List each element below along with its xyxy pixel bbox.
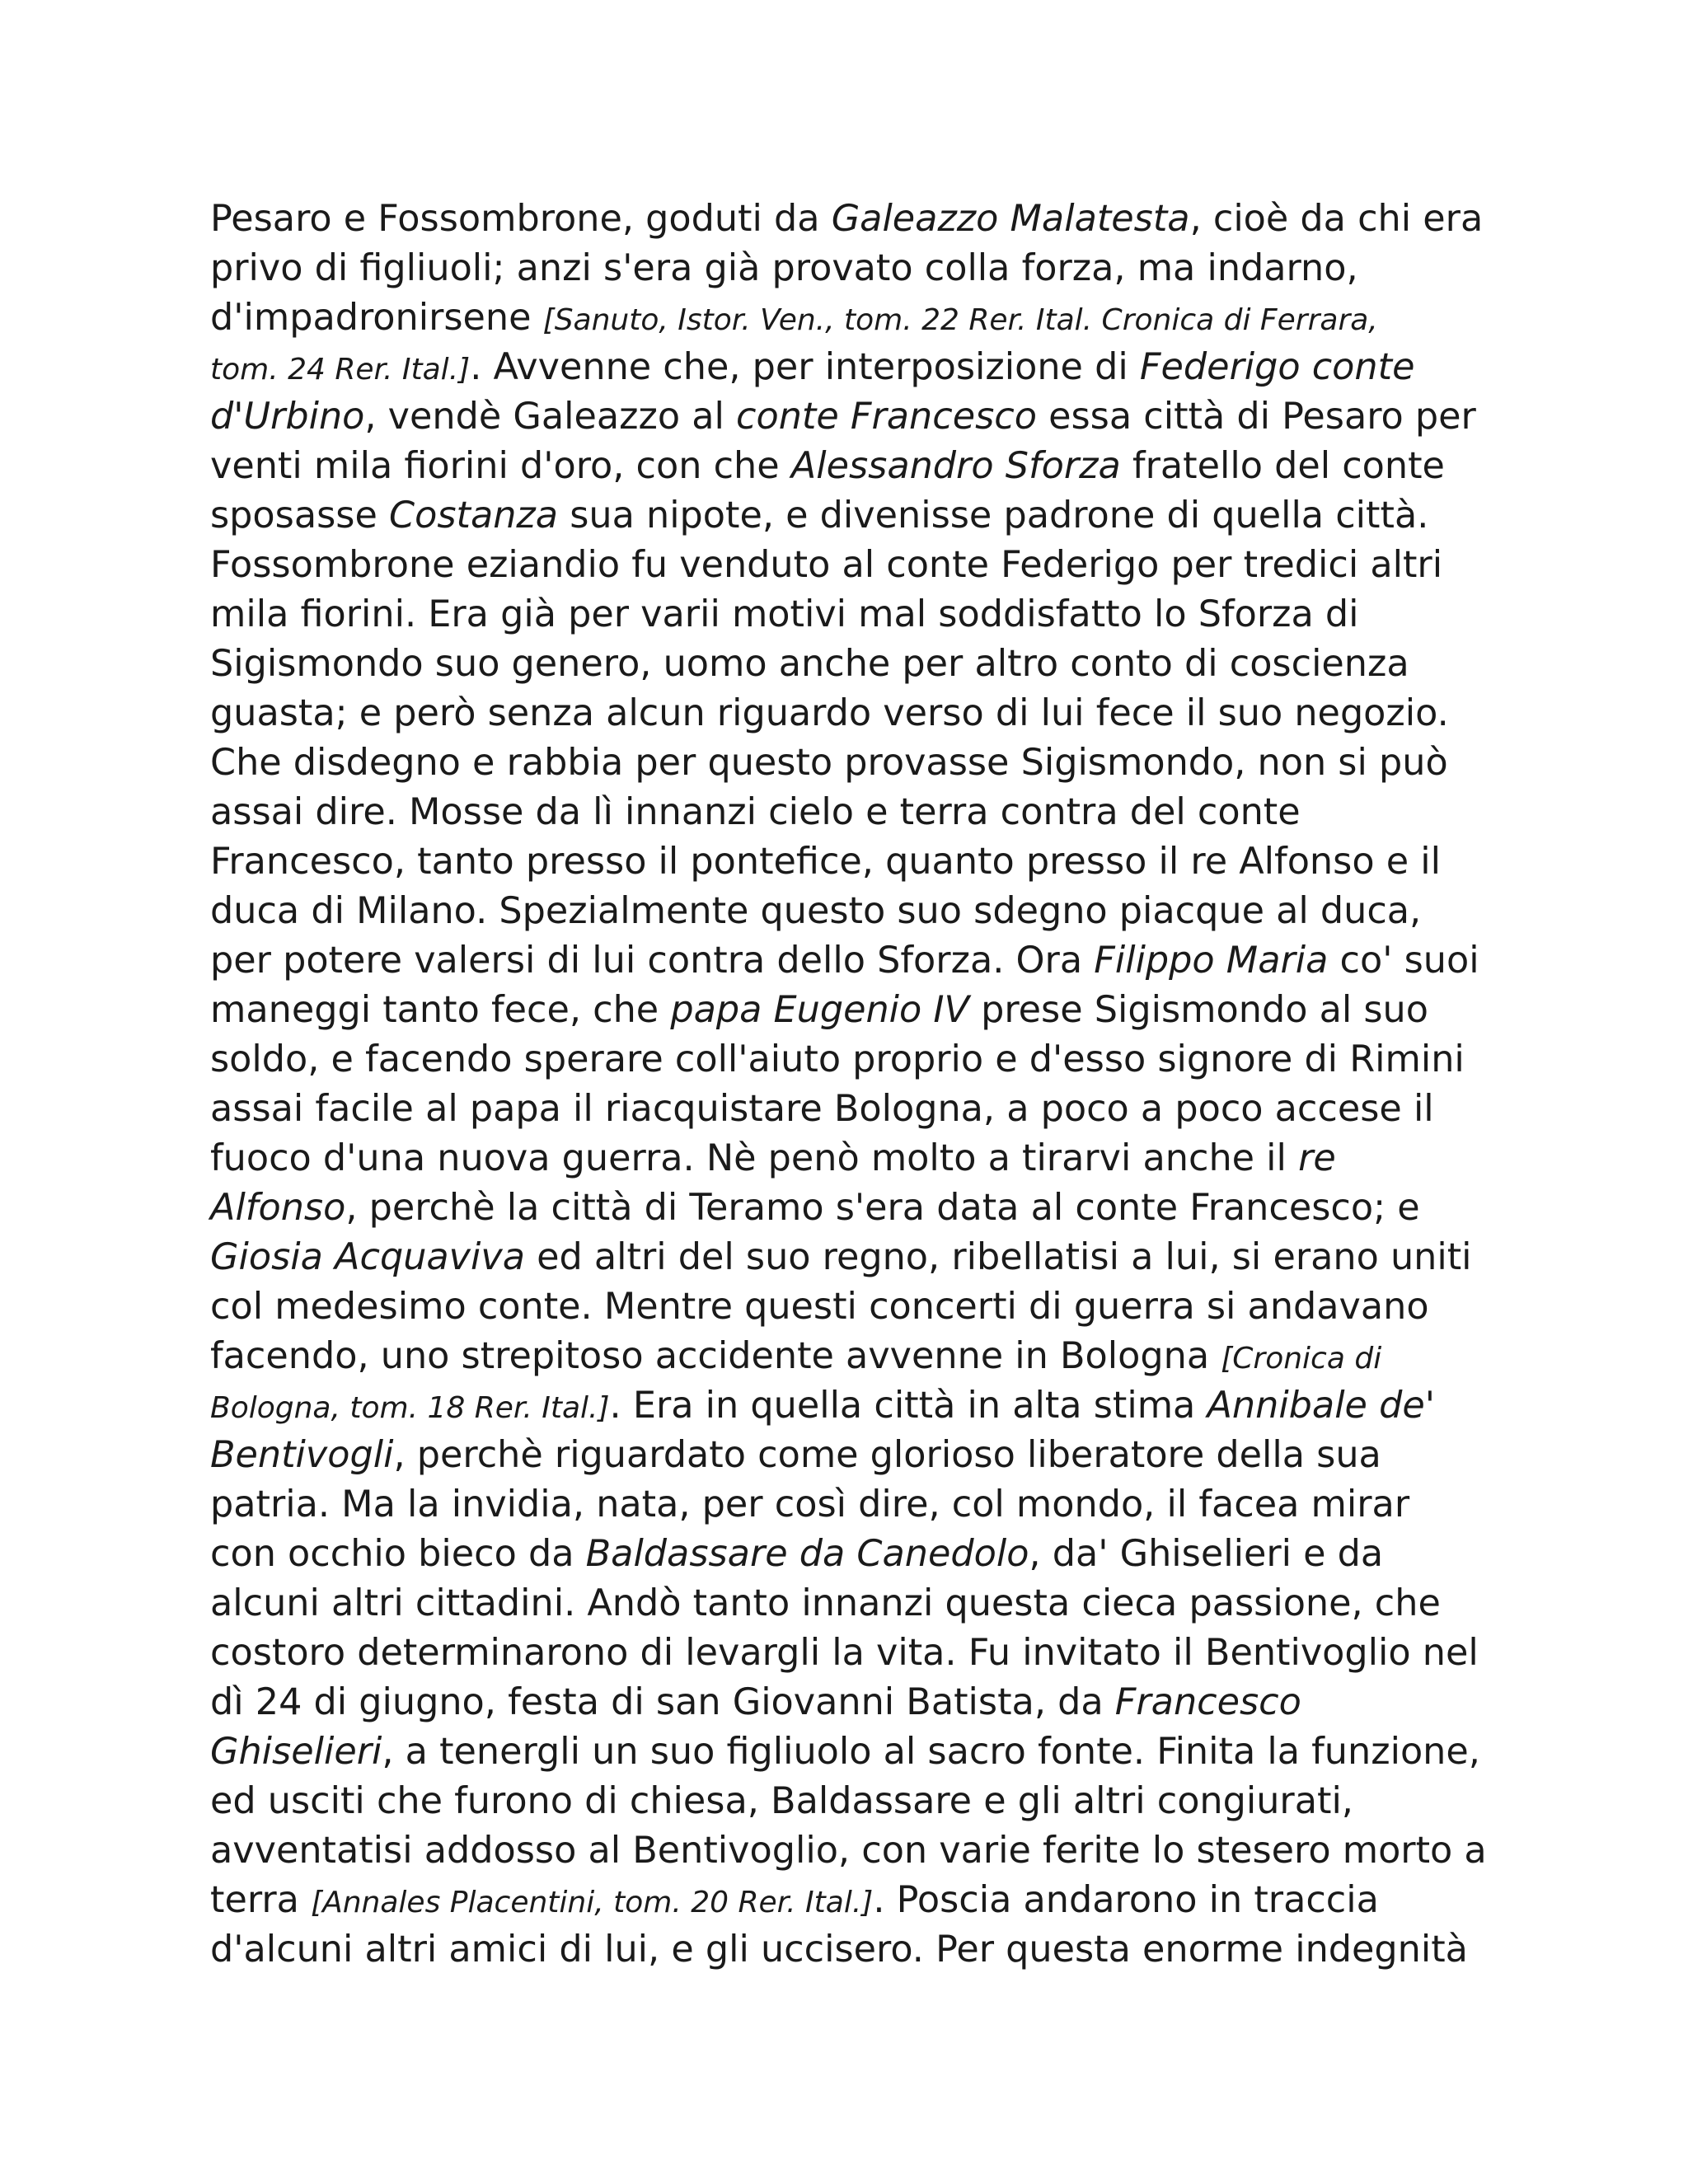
text-line — [210, 1035, 1496, 1085]
text-line — [210, 343, 1496, 392]
text-segment: venti mila fiorini d'oro, con che — [210, 445, 791, 487]
text-segment: per potere valersi di lui contra dello Sforza. Ora — [210, 940, 1095, 982]
text-segment: , perchè riguardato come glorioso liberatore della sua — [393, 1434, 1381, 1476]
text-line — [210, 1183, 1496, 1233]
text-segment: guasta; e però senza alcun riguardo verso di lui fece il suo negozio. — [210, 692, 1449, 734]
body-text — [210, 194, 1496, 1975]
text-segment: avventatisi addosso al Bentivoglio, con varie ferite lo stesero morto a — [210, 1830, 1487, 1872]
text-line — [210, 986, 1496, 1035]
text-segment: . Avvenne che, per interposizione di — [470, 346, 1140, 388]
text-segment: , cioè da chi era — [1189, 198, 1484, 240]
text-segment: , da' Ghiselieri e da — [1029, 1533, 1384, 1575]
italic-name: papa Eugenio IV — [670, 989, 969, 1031]
text-segment: assai dire. Mosse da lì innanzi cielo e terra contra del conte — [210, 791, 1301, 833]
text-segment: ed usciti che furono di chiesa, Baldassare e gli altri congiurati, — [210, 1780, 1353, 1822]
text-line — [210, 1826, 1496, 1876]
text-line — [210, 936, 1496, 986]
text-line — [210, 590, 1496, 640]
italic-name: Bentivogli — [210, 1434, 394, 1476]
text-segment: soldo, e facendo sperare coll'aiuto proprio e d'esso signore di Rimini — [210, 1038, 1465, 1080]
citation-reference: tom. 24 Rer. Ital.] — [210, 353, 471, 387]
text-line — [210, 1381, 1496, 1431]
text-segment: mila fiorini. Era già per varii motivi mal soddisfatto lo Sforza di — [210, 593, 1359, 635]
text-segment: co' suoi — [1328, 940, 1479, 982]
text-segment: Fossombrone eziandio fu venduto al conte Federigo per tredici altri — [210, 544, 1443, 586]
citation-reference: Bologna, tom. 18 Rer. Ital.] — [210, 1391, 610, 1425]
text-segment: fratello del conte — [1120, 445, 1445, 487]
text-segment: . Poscia andarono in traccia — [873, 1879, 1379, 1921]
text-segment: Pesaro e Fossombrone, goduti da — [210, 198, 832, 240]
text-segment: , perchè la città di Teramo s'era data al conte Francesco; e — [345, 1187, 1420, 1229]
italic-name: Alfonso — [210, 1187, 346, 1229]
text-line — [210, 788, 1496, 837]
text-line — [210, 491, 1496, 541]
italic-name: Filippo Maria — [1094, 940, 1329, 982]
italic-name: Ghiselieri — [210, 1731, 382, 1773]
text-segment: sposasse — [210, 494, 390, 537]
text-line — [210, 442, 1496, 491]
italic-name: Costanza — [389, 494, 559, 537]
text-segment: sua nipote, e divenisse padrone di quella città. — [558, 494, 1429, 537]
text-line — [210, 1579, 1496, 1629]
text-segment: d'alcuni altri amici di lui, e gli uccisero. Per questa enorme indegnità — [210, 1929, 1468, 1971]
italic-name: Annibale de' — [1207, 1385, 1435, 1427]
text-segment: Francesco, tanto presso il pontefice, quanto presso il re Alfonso e il — [210, 841, 1441, 883]
text-segment: Che disdegno e rabbia per questo provasse Sigismondo, non si può — [210, 742, 1448, 784]
text-line — [210, 738, 1496, 788]
text-line — [210, 1431, 1496, 1480]
text-segment: col medesimo conte. Mentre questi concerti di guerra si andavano — [210, 1286, 1429, 1328]
text-line — [210, 1629, 1496, 1678]
text-segment: maneggi tanto fece, che — [210, 989, 671, 1031]
italic-name: d'Urbino — [210, 396, 365, 438]
text-segment: alcuni altri cittadini. Andò tanto innanzi questa cieca passione, che — [210, 1582, 1441, 1624]
text-line — [210, 837, 1496, 887]
text-segment: essa città di Pesaro per — [1036, 396, 1476, 438]
text-line — [210, 1134, 1496, 1183]
text-segment: con occhio bieco da — [210, 1533, 586, 1575]
text-segment: duca di Milano. Spezialmente questo suo sdegno piacque al duca, — [210, 890, 1422, 932]
text-line — [210, 1777, 1496, 1826]
text-segment: privo di figliuoli; anzi s'era già provato colla forza, ma indarno, — [210, 247, 1358, 289]
text-segment: costoro determinarono di levargli la vita. Fu invitato il Bentivoglio nel — [210, 1632, 1479, 1674]
italic-name: Giosia Acquaviva — [210, 1236, 525, 1278]
citation-reference: [Cronica di — [1221, 1342, 1382, 1376]
text-line — [210, 194, 1496, 244]
italic-name: Galeazzo Malatesta — [831, 198, 1190, 240]
text-line — [210, 1925, 1496, 1975]
citation-reference: [Sanuto, Istor. Ven., tom. 22 Rer. Ital. Cronica di Ferrara, — [542, 303, 1378, 337]
text-segment: assai facile al papa il riacquistare Bologna, a poco a poco accese il — [210, 1088, 1434, 1130]
text-line — [210, 1678, 1496, 1727]
text-segment: patria. Ma la invidia, nata, per così dire, col mondo, il facea mirar — [210, 1483, 1410, 1526]
text-line — [210, 244, 1496, 293]
text-segment: d'impadronirsene — [210, 297, 543, 339]
text-line — [210, 1282, 1496, 1332]
text-segment: prese Sigismondo al suo — [968, 989, 1428, 1031]
text-line — [210, 1480, 1496, 1530]
italic-name: re — [1298, 1137, 1336, 1179]
text-line — [210, 541, 1496, 590]
text-line — [210, 1332, 1496, 1381]
italic-name: Baldassare da Canedolo — [585, 1533, 1029, 1575]
text-line — [210, 640, 1496, 689]
text-line — [210, 392, 1496, 442]
text-segment: Sigismondo suo genero, uomo anche per altro conto di coscienza — [210, 643, 1409, 685]
text-segment: fuoco d'una nuova guerra. Nè penò molto a tirarvi anche il — [210, 1137, 1299, 1179]
text-segment: . Era in quella città in alta stima — [609, 1385, 1207, 1427]
text-segment: terra — [210, 1879, 312, 1921]
text-line — [210, 293, 1496, 343]
text-segment: dì 24 di giugno, festa di san Giovanni Batista, da — [210, 1681, 1115, 1723]
text-line — [210, 1085, 1496, 1134]
text-segment: facendo, uno strepitoso accidente avvenne in Bologna — [210, 1335, 1221, 1377]
text-line — [210, 1727, 1496, 1777]
text-line — [210, 1876, 1496, 1925]
text-line — [210, 1233, 1496, 1282]
italic-name: Francesco — [1114, 1681, 1301, 1723]
text-line — [210, 689, 1496, 738]
text-segment: ed altri del suo regno, ribellatisi a lui, si erano uniti — [524, 1236, 1472, 1278]
citation-reference: [Annales Placentini, tom. 20 Rer. Ital.] — [311, 1886, 874, 1919]
text-segment: , vendè Galeazzo al — [364, 396, 736, 438]
italic-name: Alessandro Sforza — [790, 445, 1121, 487]
italic-name: Federigo conte — [1139, 346, 1415, 388]
text-line — [210, 887, 1496, 936]
italic-name: conte Francesco — [736, 396, 1037, 438]
text-line — [210, 1530, 1496, 1579]
text-segment: , a tenergli un suo figliuolo al sacro fonte. Finita la funzione, — [382, 1731, 1480, 1773]
